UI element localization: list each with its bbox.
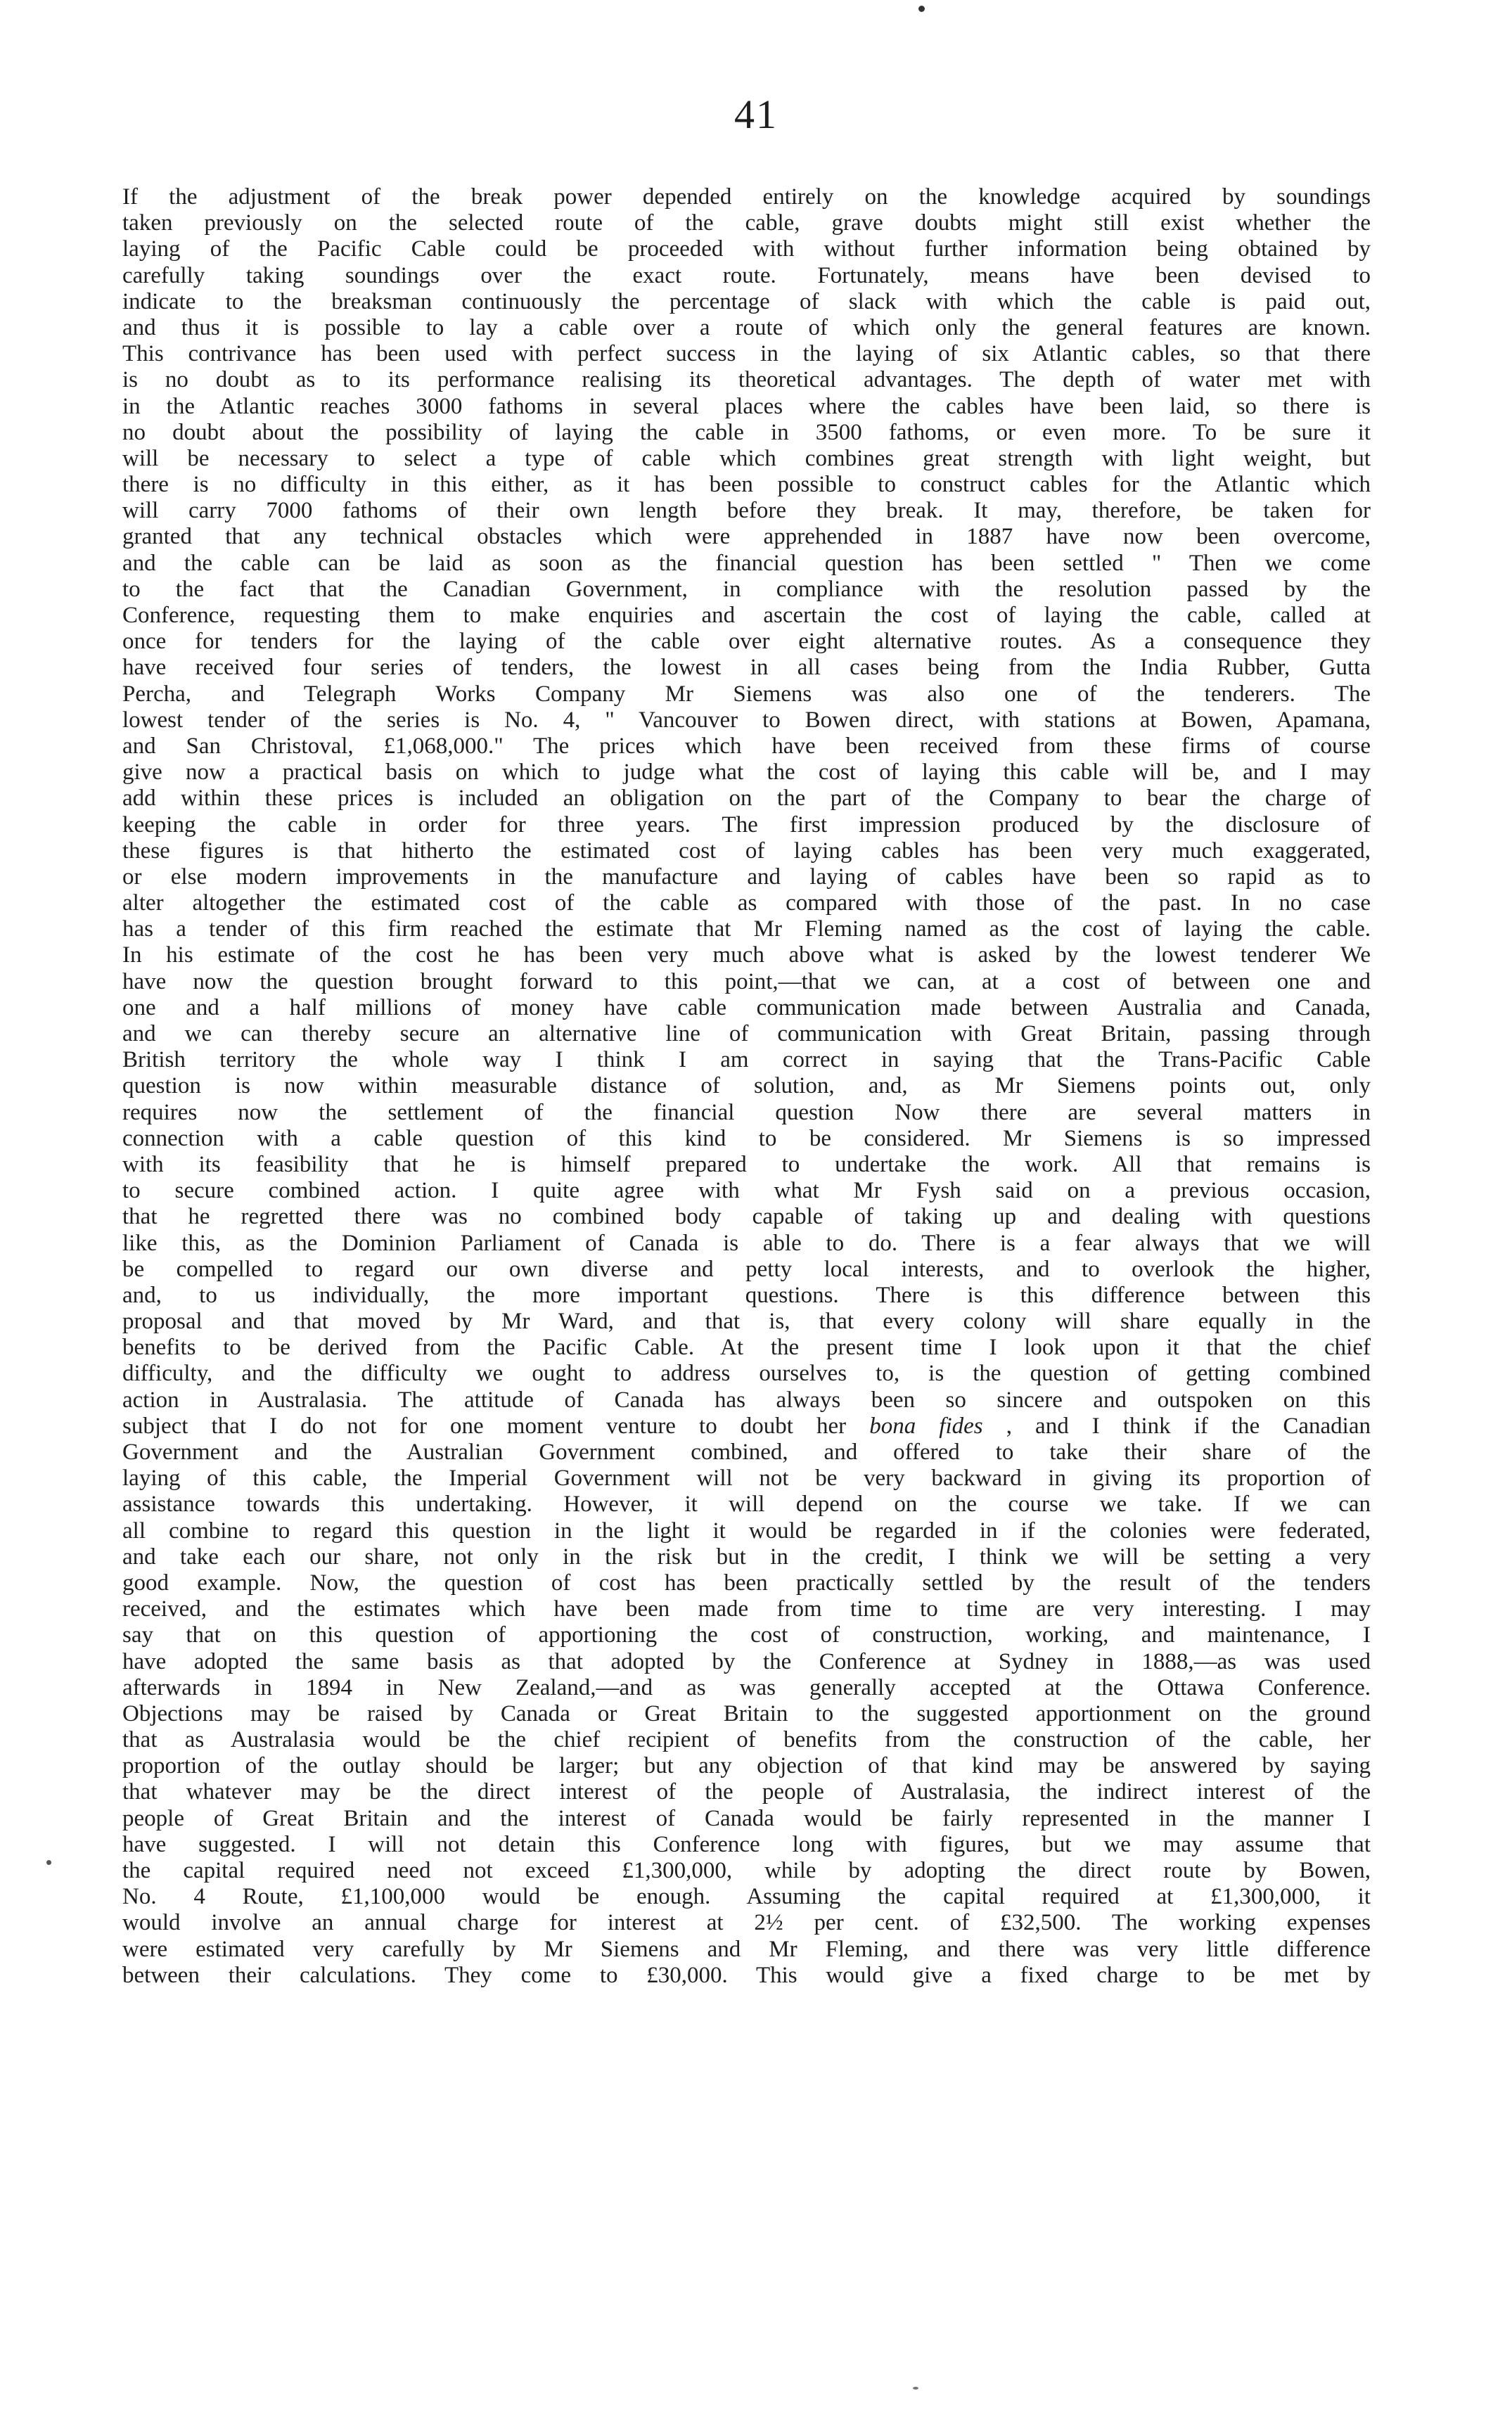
text-line: and thus it is possible to lay a cable over a route of which only the general features are known. xyxy=(122,314,1371,340)
text-line: difficulty, and the difficulty we ought to address ourselves to, is the question of getting combined xyxy=(122,1361,1371,1387)
text-line: and San Christoval, £1,068,000." The prices which have been received from these firms of course xyxy=(122,733,1371,759)
text-line: have now the question brought forward to this point,—that we can, at a cost of between one and xyxy=(122,968,1371,994)
text-line: afterwards in 1894 in New Zealand,—and as was generally accepted at the Ottawa Conference. xyxy=(122,1674,1371,1700)
text-line: action in Australasia. The attitude of Canada has always been so sincere and outspoken on this xyxy=(122,1387,1371,1413)
text-line: indicate to the breaksman continuously the percentage of slack with which the cable is paid out, xyxy=(122,288,1371,314)
text-line: with its feasibility that he is himself prepared to undertake the work. All that remains is xyxy=(122,1151,1371,1177)
text-line: taken previously on the selected route of the cable, grave doubts might still exist whether the xyxy=(122,210,1371,236)
text-line: have adopted the same basis as that adopted by the Conference at Sydney in 1888,—as was used xyxy=(122,1648,1371,1674)
text-line: will carry 7000 fathoms of their own length before they break. It may, therefore, be taken for xyxy=(122,498,1371,524)
text-line: that as Australasia would be the chief recipient of benefits from the construction of the cable, her xyxy=(122,1727,1371,1753)
text-line: give now a practical basis on which to judge what the cost of laying this cable will be, and I may xyxy=(122,759,1371,786)
text-line: and we can thereby secure an alternative line of communication with Great Britain, passing through xyxy=(122,1021,1371,1046)
text-line: there is no difficulty in this either, as it has been possible to construct cables for the Atlantic which xyxy=(122,472,1371,498)
page-number: 41 xyxy=(734,91,778,137)
text-line: these figures is that hitherto the estimated cost of laying cables has been very much exaggerated, xyxy=(122,838,1371,864)
text-line: requires now the settlement of the financial question Now there are several matters in xyxy=(122,1099,1371,1125)
ink-speck xyxy=(46,1860,51,1865)
body-text xyxy=(122,184,1371,1989)
text-line: keeping the cable in order for three years. The first impression produced by the disclosure of xyxy=(122,812,1371,838)
text-line: benefits to be derived from the Pacific Cable. At the present time I look upon it that the chief xyxy=(122,1335,1371,1361)
text-line: have received four series of tenders, the lowest in all cases being from the India Rubber, Gutta xyxy=(122,655,1371,681)
text-line: to the fact that the Canadian Government, in compliance with the resolution passed by the xyxy=(122,576,1371,602)
text-line: If the adjustment of the break power depended entirely on the knowledge acquired by soundings xyxy=(122,184,1371,210)
text-line: subject that I do not for one moment venture to doubt her bona fides , and I think if the Canadian xyxy=(122,1413,1371,1439)
text-line: say that on this question of apportioning the cost of construction, working, and maintenance, I xyxy=(122,1622,1371,1648)
text-line: lowest tender of the series is No. 4, " Vancouver to Bowen direct, with stations at Bowen, Apamana, xyxy=(122,707,1371,733)
text-line: all combine to regard this question in the light it would be regarded in if the colonies were federated, xyxy=(122,1518,1371,1544)
text-line: laying of the Pacific Cable could be proceeded with without further information being obtained by xyxy=(122,236,1371,262)
text-line: one and a half millions of money have cable communication made between Australia and Canada, xyxy=(122,994,1371,1020)
text-line: This contrivance has been used with perfect success in the laying of six Atlantic cables, so that there xyxy=(122,341,1371,367)
text-line: would involve an annual charge for interest at 2½ per cent. of £32,500. The working expenses xyxy=(122,1910,1371,1936)
text-line: In his estimate of the cost he has been very much above what is asked by the lowest tenderer We xyxy=(122,942,1371,968)
text-line: and take each our share, not only in the risk but in the credit, I think we will be setting a very xyxy=(122,1544,1371,1570)
text-line: good example. Now, the question of cost has been practically settled by the result of the tenders xyxy=(122,1570,1371,1596)
ink-speck xyxy=(918,6,925,12)
text-line: to secure combined action. I quite agree with what Mr Fysh said on a previous occasion, xyxy=(122,1178,1371,1204)
ink-speck xyxy=(913,2387,918,2390)
text-line: laying of this cable, the Imperial Government will not be very backward in giving its proportion of xyxy=(122,1466,1371,1492)
text-line: proportion of the outlay should be larger; but any objection of that kind may be answered by saying xyxy=(122,1753,1371,1779)
text-line: that he regretted there was no combined body capable of taking up and dealing with questions xyxy=(122,1204,1371,1230)
text-line: be compelled to regard our own diverse and petty local interests, and to overlook the higher, xyxy=(122,1256,1371,1282)
text-line: were estimated very carefully by Mr Siemens and Mr Fleming, and there was very little difference xyxy=(122,1936,1371,1962)
text-line: Percha, and Telegraph Works Company Mr Siemens was also one of the tenderers. The xyxy=(122,681,1371,707)
italic-phrase: bona fides xyxy=(869,1413,983,1439)
text-line: in the Atlantic reaches 3000 fathoms in several places where the cables have been laid, so there is xyxy=(122,393,1371,419)
text-line: between their calculations. They come to £30,000. This would give a fixed charge to be met by xyxy=(122,1962,1371,1988)
text-line: like this, as the Dominion Parliament of Canada is able to do. There is a fear always that we will xyxy=(122,1230,1371,1256)
text-line: Government and the Australian Government combined, and offered to take their share of the xyxy=(122,1440,1371,1465)
text-line: is no doubt as to its performance realising its theoretical advantages. The depth of water met with xyxy=(122,367,1371,393)
text-line: British territory the whole way I think I am correct in saying that the Trans-Pacific Cable xyxy=(122,1047,1371,1073)
text-line: carefully taking soundings over the exact route. Fortunately, means have been devised to xyxy=(122,262,1371,288)
text-line: or else modern improvements in the manufacture and laying of cables have been so rapid as to xyxy=(122,864,1371,890)
text-line: that whatever may be the direct interest of the people of Australasia, the indirect interest of the xyxy=(122,1779,1371,1805)
text-line: will be necessary to select a type of cable which combines great strength with light weight, but xyxy=(122,445,1371,471)
text-line: granted that any technical obstacles which were apprehended in 1887 have now been overcome, xyxy=(122,524,1371,550)
text-line: has a tender of this firm reached the estimate that Mr Fleming named as the cost of laying the cable. xyxy=(122,916,1371,942)
text-line: Conference, requesting them to make enquiries and ascertain the cost of laying the cable, called at xyxy=(122,603,1371,628)
text-line: assistance towards this undertaking. However, it will depend on the course we take. If we can xyxy=(122,1492,1371,1518)
text-line: and the cable can be laid as soon as the financial question has been settled " Then we come xyxy=(122,550,1371,576)
text-line: alter altogether the estimated cost of the cable as compared with those of the past. In no case xyxy=(122,890,1371,916)
text-line: received, and the estimates which have been made from time to time are very interesting. I may xyxy=(122,1596,1371,1622)
text-line: the capital required need not exceed £1,300,000, while by adopting the direct route by Bowen, xyxy=(122,1858,1371,1883)
text-line: proposal and that moved by Mr Ward, and that is, that every colony will share equally in the xyxy=(122,1309,1371,1335)
text-line: No. 4 Route, £1,100,000 would be enough. Assuming the capital required at £1,300,000, it xyxy=(122,1884,1371,1910)
text-line: question is now within measurable distance of solution, and, as Mr Siemens points out, only xyxy=(122,1073,1371,1099)
text-line: and, to us individually, the more important questions. There is this difference between this xyxy=(122,1282,1371,1308)
text-line: no doubt about the possibility of laying the cable in 3500 fathoms, or even more. To be sure it xyxy=(122,419,1371,445)
text-line: have suggested. I will not detain this Conference long with figures, but we may assume that xyxy=(122,1831,1371,1857)
text-line: once for tenders for the laying of the cable over eight alternative routes. As a consequence they xyxy=(122,629,1371,655)
text-line: Objections may be raised by Canada or Great Britain to the suggested apportionment on the ground xyxy=(122,1700,1371,1726)
text-line: connection with a cable question of this kind to be considered. Mr Siemens is so impressed xyxy=(122,1125,1371,1151)
text-line: people of Great Britain and the interest of Canada would be fairly represented in the manner I xyxy=(122,1805,1371,1831)
text-line: add within these prices is included an obligation on the part of the Company to bear the charge of xyxy=(122,786,1371,812)
